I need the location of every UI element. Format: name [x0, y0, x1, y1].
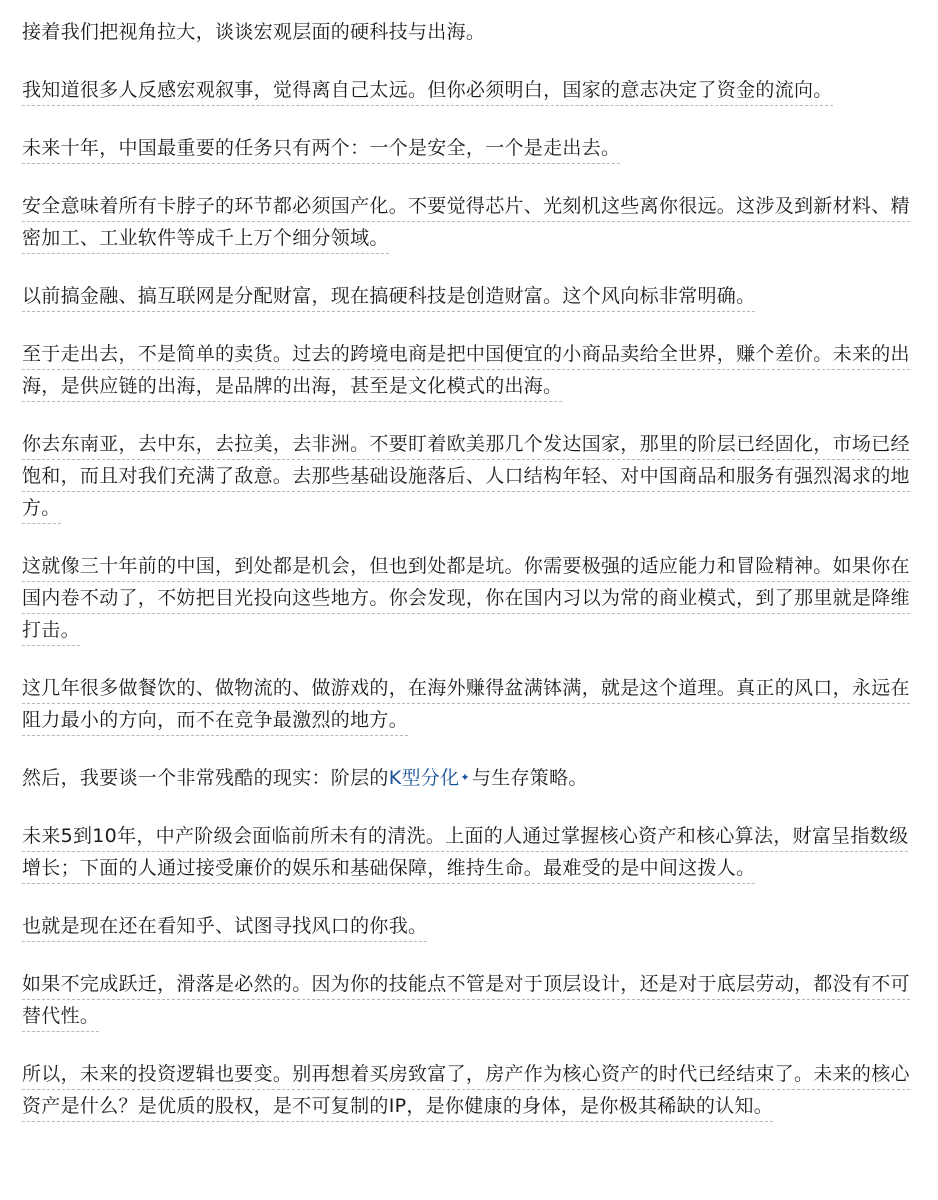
k-shape-keyword-link[interactable]: K型分化: [388, 767, 460, 789]
paragraph-text: 你去东南亚，去中东，去拉美，去非洲。不要盯着欧美那几个发达国家，那里的阶层已经固化，市场已经饱和，而且对我们充满了敌意。去那些基础设施落后、人口结构年轻、对中国商品和服务有强烈渴求的地方。: [22, 433, 910, 524]
paragraph-4: [22, 190, 914, 254]
paragraph-text: 至于走出去，不是简单的卖货。过去的跨境电商是把中国便宜的小商品卖给全世界，赚个差价。未来的出海，是供应链的出海，是品牌的出海，甚至是文化模式的出海。: [22, 343, 910, 402]
paragraph-text: 未来十年，中国最重要的任务只有两个：一个是安全，一个是走出去。: [22, 137, 620, 164]
paragraph-text: 以前搞金融、搞互联网是分配财富，现在搞硬科技是创造财富。这个风向标非常明确。: [22, 285, 755, 312]
paragraph-10: [22, 762, 914, 794]
paragraph-3: [22, 132, 914, 164]
paragraph-11: [22, 820, 914, 884]
paragraph-1: [22, 16, 914, 48]
paragraph-text-after-link: 与生存策略。: [471, 767, 588, 789]
paragraph-text: 也就是现在还在看知乎、试图寻找风口的你我。: [22, 915, 427, 942]
paragraph-2: [22, 74, 914, 106]
paragraph-text: 所以，未来的投资逻辑也要变。别再想着买房致富了，房产作为核心资产的时代已经结束了。未来的核心资产是什么？是优质的股权，是不可复制的IP，是你健康的身体，是你极其稀缺的认知。: [22, 1063, 910, 1122]
paragraph-7: [22, 428, 914, 524]
keyword-star-icon: ✦: [460, 771, 470, 784]
paragraph-9: [22, 672, 914, 736]
paragraph-text: 如果不完成跃迁，滑落是必然的。因为你的技能点不管是对于顶层设计，还是对于底层劳动，都没有不可替代性。: [22, 973, 910, 1032]
paragraph-text: 我知道很多人反感宏观叙事，觉得离自己太远。但你必须明白，国家的意志决定了资金的流向。: [22, 79, 833, 106]
paragraph-text: 未来5到10年，中产阶级会面临前所未有的清洗。上面的人通过掌握核心资产和核心算法，财富呈指数级增长；下面的人通过接受廉价的娱乐和基础保障，维持生命。最难受的是中间这拨人。: [22, 825, 908, 884]
paragraph-text: 这就像三十年前的中国，到处都是机会，但也到处都是坑。你需要极强的适应能力和冒险精神。如果你在国内卷不动了，不妨把目光投向这些地方。你会发现，你在国内习以为常的商业模式，到了那里就是降维打击。: [22, 555, 910, 646]
paragraph-text: 安全意味着所有卡脖子的环节都必须国产化。不要觉得芯片、光刻机这些离你很远。这涉及到新材料、精密加工、工业软件等成千上万个细分领域。: [22, 195, 910, 254]
paragraph-text: 这几年很多做餐饮的、做物流的、做游戏的，在海外赚得盆满钵满，就是这个道理。真正的风口，永远在阻力最小的方向，而不在竞争最激烈的地方。: [22, 677, 910, 736]
paragraph-text-before-link: 然后，我要谈一个非常残酷的现实：阶层的: [22, 767, 389, 789]
paragraph-5: [22, 280, 914, 312]
paragraph-8: [22, 550, 914, 646]
paragraph-text: 接着我们把视角拉大，谈谈宏观层面的硬科技与出海。: [22, 21, 486, 43]
paragraph-12: [22, 910, 914, 942]
paragraph-13: [22, 968, 914, 1032]
paragraph-14: [22, 1058, 914, 1122]
paragraph-6: [22, 338, 914, 402]
